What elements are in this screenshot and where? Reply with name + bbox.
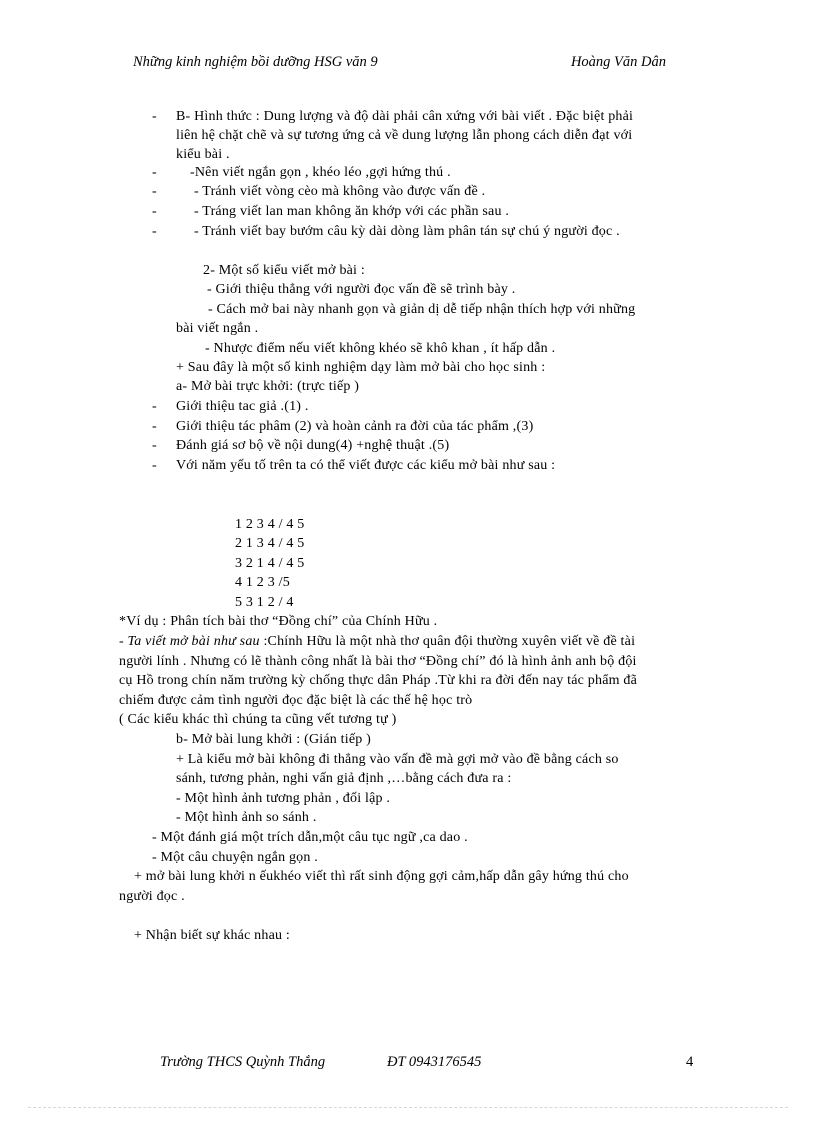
text-line: - Một hình ảnh tương phản , đối lập .	[176, 791, 391, 806]
text-line: Giới thiệu tac giả .(1) .	[176, 399, 309, 414]
text-line: - Nhược điểm nếu viết không khéo sẽ khô khan , ít hấp dẫn .	[205, 341, 556, 356]
text-line: kiểu bài .	[176, 147, 230, 162]
page-bottom-rule	[28, 1107, 788, 1108]
combination-line: 4 1 2 3 /5	[235, 575, 290, 590]
text-line: + Là kiểu mở bài không đi thẳng vào vấn đề mà gợi mở vào đề bằng cách so	[176, 752, 619, 767]
text-line: -Nên viết ngắn gọn , khéo léo ,gợi hứng thú .	[190, 165, 451, 180]
bullet-dash: -	[152, 109, 157, 124]
header-author: Hoàng Văn Dân	[570, 54, 666, 70]
combination-line: 2 1 3 4 / 4 5	[235, 536, 305, 551]
bullet-dash: -	[152, 399, 157, 414]
text-line: - Tránh viết vòng cèo mà không vào được vấn đề .	[194, 184, 486, 199]
footer-school: Trường THCS Quỳnh Thắng	[160, 1054, 326, 1070]
bullet-dash: -	[152, 224, 157, 239]
text-line: cụ Hồ trong chín năm trường kỳ chống thực dân Pháp .Từ khi ra đời đến nay tác phẩm đã	[119, 673, 638, 688]
text-line: liên hệ chặt chẽ và sự tương ứng cả về dung lượng lẫn phong cách diễn đạt với	[176, 128, 633, 143]
bullet-dash: -	[152, 165, 157, 180]
example-text: :Chính Hữu là một nhà thơ quân đội thường xuyên viết về đề tài	[263, 634, 636, 649]
text-line: người lính . Nhưng có lẽ thành công nhất là bài thơ “Đồng chí” đó là hình ảnh anh bộ đội	[119, 654, 637, 669]
text-line: - Tránh viết bay bướm câu kỳ dài dòng làm phân tán sự chú ý người đọc .	[194, 224, 620, 239]
combination-line: 1 2 3 4 / 4 5	[235, 517, 305, 532]
text-line: - Giới thiệu thẳng với người đọc vấn đề sẽ trình bày .	[207, 282, 516, 297]
text-line: sánh, tương phản, nghi vấn giả định ,…bằng cách đưa ra :	[176, 771, 512, 786]
bullet-dash: -	[152, 419, 157, 434]
page-number: 4	[686, 1054, 694, 1070]
combination-line: 5 3 1 2 / 4	[235, 595, 294, 610]
text-line: - Cách mở bai này nhanh gọn và giản dị dễ tiếp nhận thích hợp với những	[208, 302, 636, 317]
text-line: Đánh giá sơ bộ về nội dung(4) +nghệ thuật .(5)	[176, 438, 450, 453]
text-line: + mở bài lung khởi n ếukhéo viết thì rất sinh động gợi cảm,hấp dẫn gây hứng thú cho	[134, 869, 629, 884]
footer-phone: ĐT 0943176545	[387, 1054, 482, 1070]
text-line: - Một hình ảnh so sánh .	[176, 810, 317, 825]
text-line: bài viết ngắn .	[176, 321, 259, 336]
text-line: - Một đánh giá một trích dẫn,một câu tục ngữ ,ca dao .	[152, 830, 468, 845]
example-heading: *Ví dụ : Phân tích bài thơ “Đồng chí” của Chính Hữu .	[119, 614, 438, 629]
bullet-dash: -	[152, 458, 157, 473]
text-line: + Nhận biết sự khác nhau :	[134, 928, 290, 943]
bullet-dash: -	[152, 438, 157, 453]
text-line: ( Các kiểu khác thì chúng ta cũng vết tương tự )	[119, 712, 397, 727]
bullet-dash: -	[152, 184, 157, 199]
text-line: Giới thiệu tác phâm (2) và hoàn cảnh ra đời của tác phẩm ,(3)	[176, 419, 534, 434]
example-intro: - Ta viết mở bài như sau	[119, 634, 264, 649]
bullet-dash: -	[152, 204, 157, 219]
text-line	[119, 633, 635, 651]
text-line: B- Hình thức : Dung lượng và độ dài phải cân xứng với bài viết . Đặc biệt phải	[176, 109, 634, 124]
text-line: Với năm yếu tố trên ta có thể viết được các kiểu mở bài như sau :	[176, 458, 556, 473]
combination-line: 3 2 1 4 / 4 5	[235, 556, 305, 571]
text-line: người đọc .	[119, 889, 185, 904]
subsection-heading: a- Mở bài trực khởi: (trực tiếp )	[176, 379, 360, 394]
text-line: chiếm được cảm tình người đọc đặc biệt là các thế hệ học trò	[119, 693, 473, 708]
section-heading: 2- Một số kiểu viết mở bài :	[203, 263, 365, 278]
subsection-heading: b- Mở bài lung khởi : (Gián tiếp )	[176, 732, 372, 747]
text-line: - Một câu chuyện ngắn gọn .	[152, 850, 318, 865]
text-line: + Sau đây là một số kinh nghiệm dạy làm mở bài cho học sinh :	[176, 360, 546, 375]
text-line: - Tráng viết lan man không ăn khớp với các phần sau .	[194, 204, 510, 219]
header-title: Những kinh nghiệm bồi dưỡng HSG văn 9	[133, 54, 378, 70]
